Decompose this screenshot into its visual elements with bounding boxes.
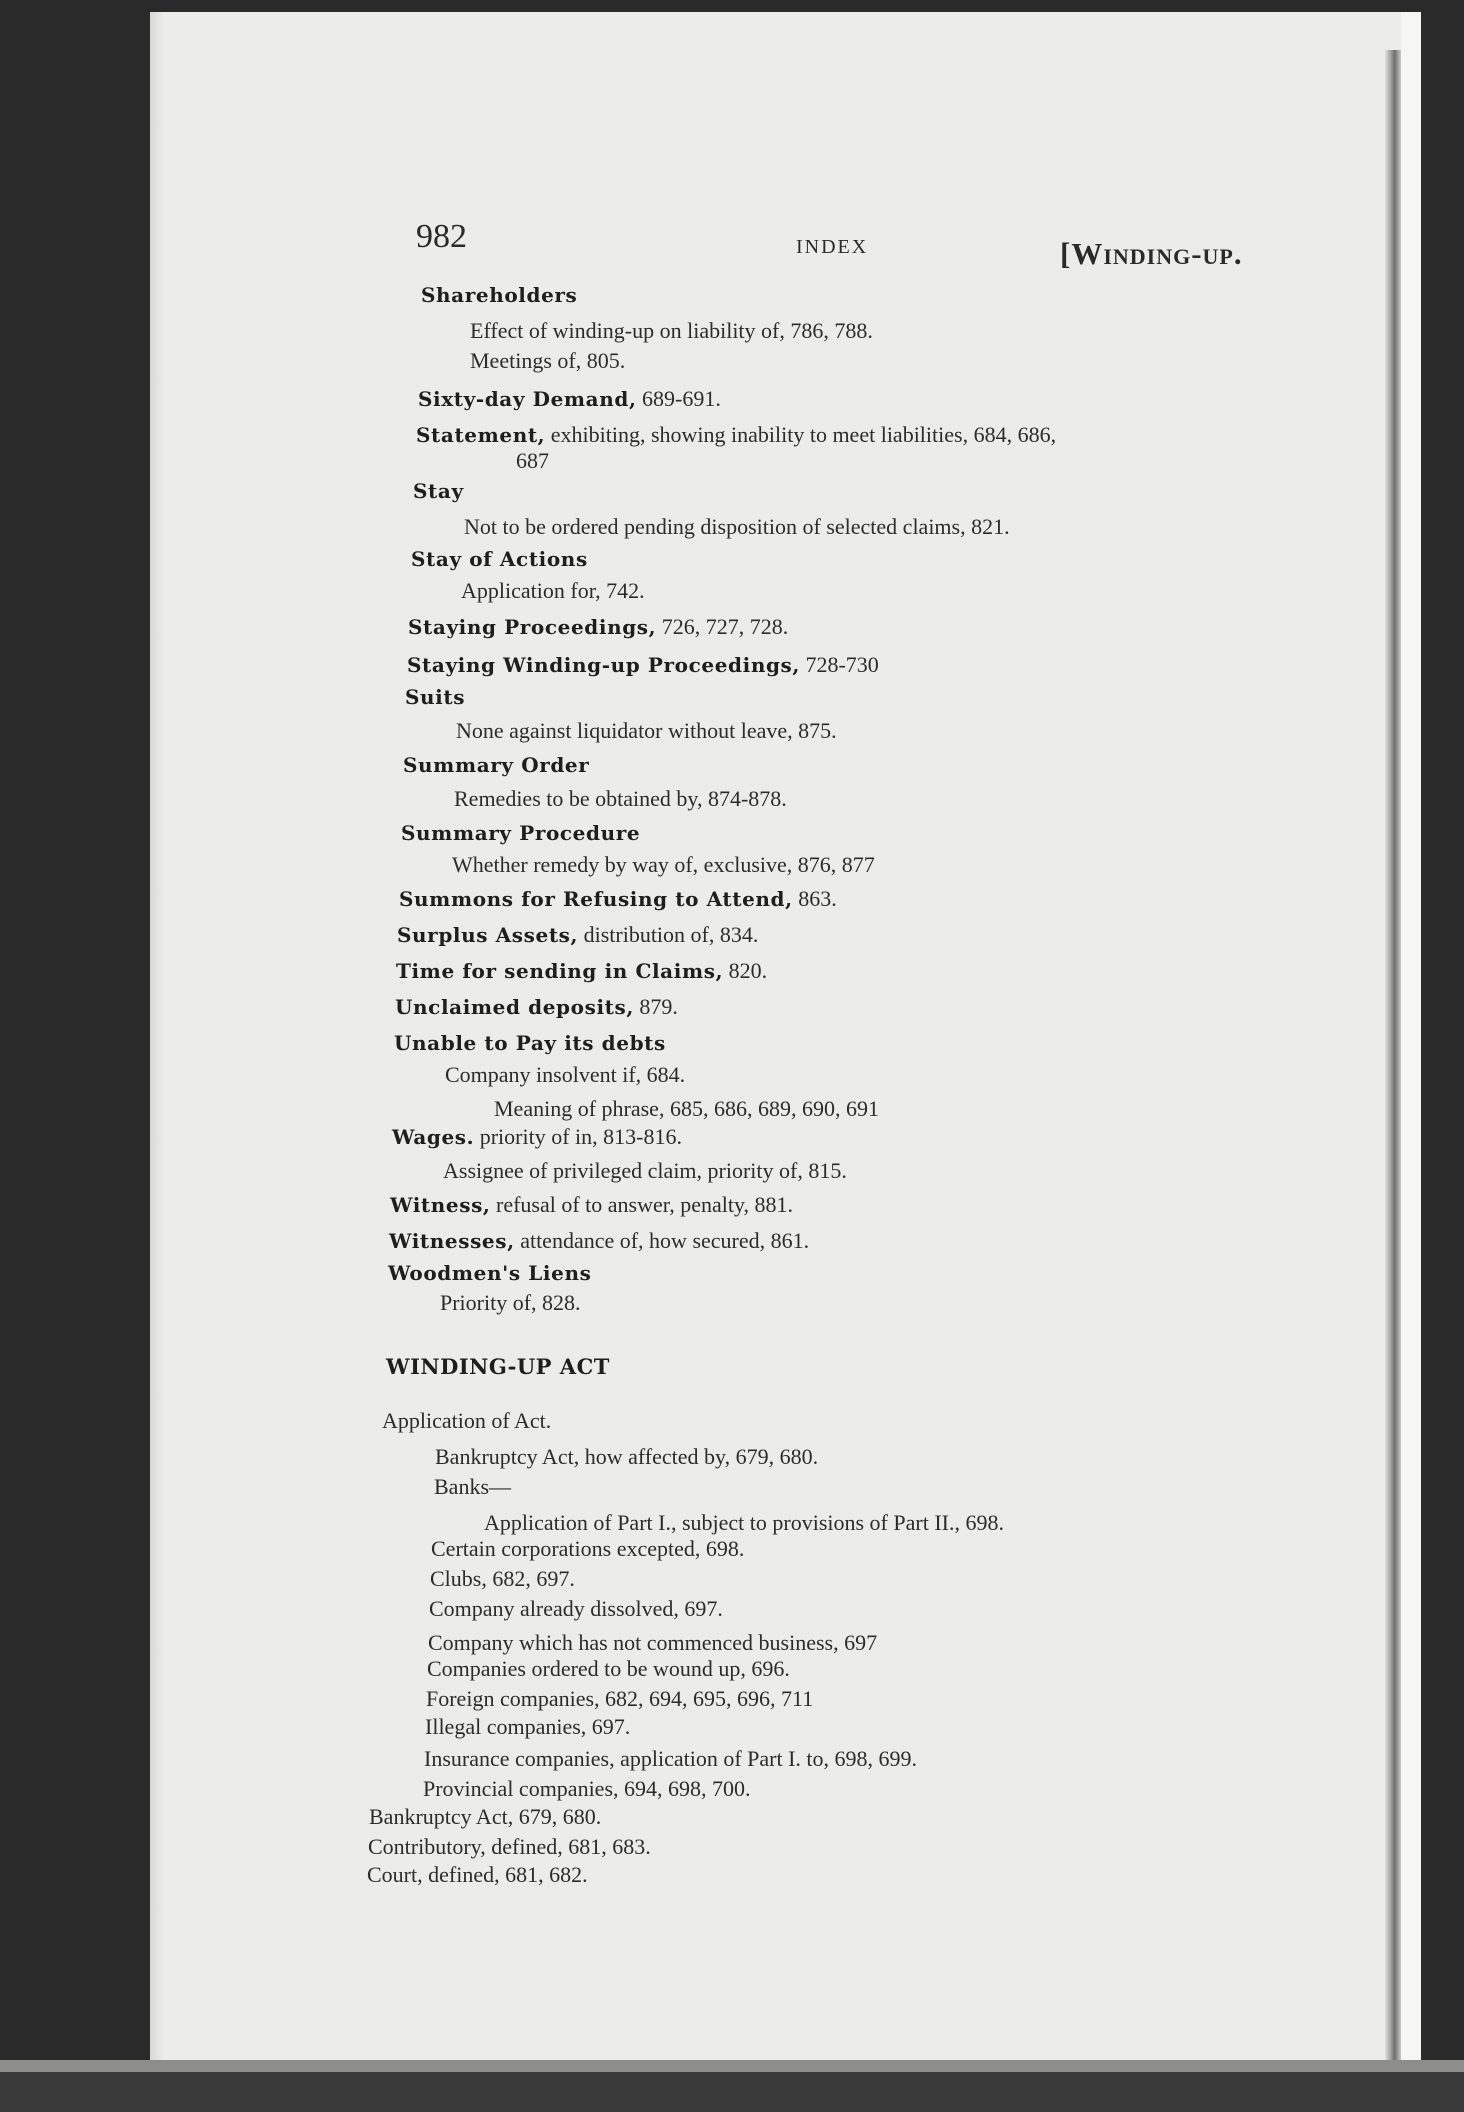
index-term: Unable to Pay its debts xyxy=(394,1031,666,1055)
index-text: Priority of, 828. xyxy=(440,1290,581,1315)
scan-bottom-edge xyxy=(0,2060,1464,2112)
index-term: Staying Proceedings, xyxy=(408,615,657,639)
index-term: Summary Order xyxy=(403,753,590,777)
act-line: Application of Act. xyxy=(382,1408,552,1433)
index-line xyxy=(399,886,837,912)
index-line xyxy=(452,852,875,878)
act-line: Contributory, defined, 681, 683. xyxy=(368,1834,651,1859)
act-line: Companies ordered to be wound up, 696. xyxy=(427,1656,790,1681)
index-line xyxy=(411,546,588,572)
index-text: 879. xyxy=(633,994,678,1019)
index-text: 728-730 xyxy=(799,652,879,677)
index-line xyxy=(516,448,549,474)
act-line: Clubs, 682, 697. xyxy=(430,1566,575,1591)
index-term: Sixty-day Demand, xyxy=(418,387,637,411)
act-line: Banks— xyxy=(434,1474,511,1499)
act-line: Provincial companies, 694, 698, 700. xyxy=(423,1776,751,1801)
index-text: Meetings of, 805. xyxy=(470,348,626,373)
index-line xyxy=(390,1192,793,1218)
act-line: Foreign companies, 682, 694, 695, 696, 711 xyxy=(426,1686,814,1711)
index-term: Woodmen's Liens xyxy=(388,1261,592,1285)
index-text: Assignee of privileged claim, priority of, 815. xyxy=(443,1158,847,1183)
index-term: Stay of Actions xyxy=(411,547,588,571)
index-text: refusal of to answer, penalty, 881. xyxy=(490,1192,794,1217)
act-section-heading: WINDING-UP ACT xyxy=(386,1354,610,1379)
index-text: priority of in, 813-816. xyxy=(474,1124,682,1149)
index-line xyxy=(440,1290,581,1316)
index-text: Whether remedy by way of, exclusive, 876, 877 xyxy=(452,852,875,877)
index-term: Summary Procedure xyxy=(401,821,641,845)
index-line xyxy=(401,820,640,846)
running-title: INDEX xyxy=(796,236,869,258)
index-line xyxy=(470,348,625,374)
index-line xyxy=(396,958,767,984)
index-term: Suits xyxy=(405,685,466,709)
index-line xyxy=(494,1096,879,1122)
index-line xyxy=(445,1062,685,1088)
index-line xyxy=(418,386,721,412)
index-text: Application for, 742. xyxy=(461,578,645,603)
act-line: Illegal companies, 697. xyxy=(425,1714,631,1739)
index-term: Surplus Assets, xyxy=(397,923,579,947)
index-line xyxy=(470,318,873,344)
index-term: Shareholders xyxy=(421,283,578,307)
index-term: Witness, xyxy=(390,1193,491,1217)
index-term: Summons for Refusing to Attend, xyxy=(399,887,793,911)
index-text: attendance of, how secured, 861. xyxy=(514,1228,810,1253)
act-line: Bankruptcy Act, 679, 680. xyxy=(369,1804,602,1829)
index-line xyxy=(389,1228,809,1254)
index-line xyxy=(443,1158,847,1184)
act-line: Company already dissolved, 697. xyxy=(429,1596,723,1621)
index-text: 726, 727, 728. xyxy=(656,614,789,639)
index-text: None against liquidator without leave, 875. xyxy=(456,718,837,743)
page-fold-edge xyxy=(1385,50,1401,2060)
index-text: Not to be ordered pending disposition of selected claims, 821. xyxy=(464,514,1010,539)
index-term: Unclaimed deposits, xyxy=(395,995,634,1019)
index-text: 687 xyxy=(516,448,549,473)
index-term: Staying Winding-up Proceedings, xyxy=(407,653,800,677)
index-line xyxy=(407,652,879,678)
index-line xyxy=(456,718,837,744)
index-line xyxy=(461,578,645,604)
index-line xyxy=(397,922,758,948)
index-line xyxy=(394,1030,666,1056)
index-text: Effect of winding-up on liability of, 786, 788. xyxy=(470,318,873,343)
section-heading: [Winding-up. xyxy=(1060,236,1243,271)
index-text: distribution of, 834. xyxy=(578,922,759,947)
index-text: 689-691. xyxy=(636,386,721,411)
act-line: Application of Part I., subject to provisions of Part II., 698. xyxy=(484,1510,1004,1535)
index-line xyxy=(388,1260,591,1286)
index-line xyxy=(403,752,589,778)
index-line xyxy=(405,684,465,710)
index-term: Time for sending in Claims, xyxy=(396,959,724,983)
index-text: 863. xyxy=(792,886,837,911)
page-number: 982 xyxy=(416,218,467,255)
index-line xyxy=(464,514,1010,540)
index-term: Statement, xyxy=(416,423,546,447)
page-right-margin xyxy=(1401,12,1421,2072)
index-text: Meaning of phrase, 685, 686, 689, 690, 691 xyxy=(494,1096,879,1121)
index-line xyxy=(421,282,577,308)
act-line: Company which has not commenced business, 697 xyxy=(428,1630,878,1655)
index-term: Wages. xyxy=(392,1125,475,1149)
act-line: Certain corporations excepted, 698. xyxy=(431,1536,745,1561)
index-text: exhibiting, showing inability to meet liabilities, 684, 686, xyxy=(545,422,1057,447)
page-gutter-shadow xyxy=(150,12,164,2072)
index-text: Company insolvent if, 684. xyxy=(445,1062,686,1087)
index-line xyxy=(454,786,787,812)
index-term: Witnesses, xyxy=(389,1229,515,1253)
act-line: Bankruptcy Act, how affected by, 679, 680. xyxy=(435,1444,819,1469)
index-line xyxy=(408,614,788,640)
act-line: Insurance companies, application of Part I. to, 698, 699. xyxy=(424,1746,918,1771)
index-line xyxy=(392,1124,682,1150)
index-line xyxy=(395,994,678,1020)
index-line xyxy=(416,422,1056,448)
index-term: Stay xyxy=(413,479,464,503)
index-text: 820. xyxy=(723,958,768,983)
index-text: Remedies to be obtained by, 874-878. xyxy=(454,786,787,811)
page-header xyxy=(0,218,1464,271)
index-line xyxy=(413,478,464,504)
act-line: Court, defined, 681, 682. xyxy=(367,1862,588,1887)
